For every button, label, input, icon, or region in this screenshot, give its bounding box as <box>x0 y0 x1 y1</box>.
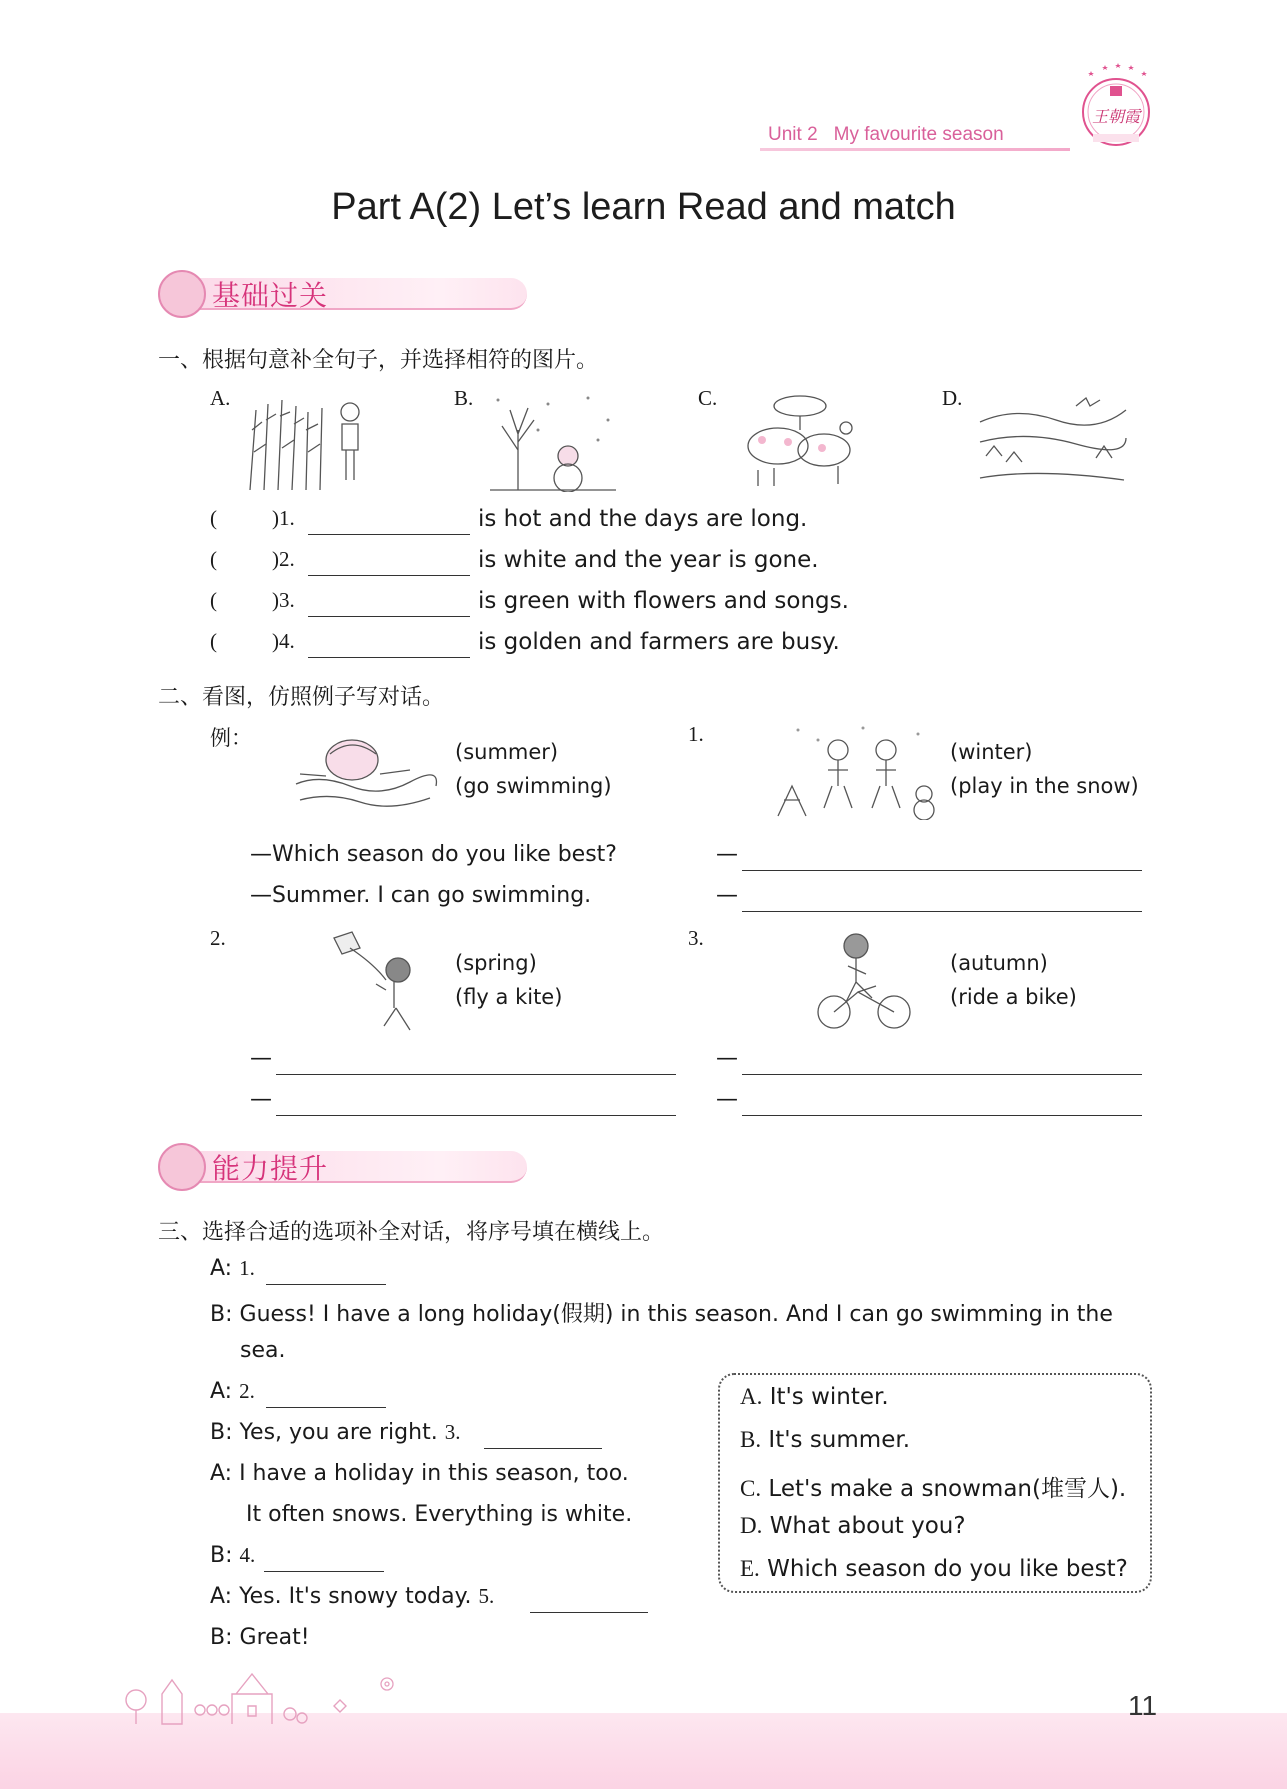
blank-number: 5. <box>478 1584 495 1608</box>
list-item <box>210 629 1110 663</box>
answer-blank[interactable] <box>308 657 470 658</box>
page-number: 11 <box>1128 1690 1158 1721</box>
question-3-instruction: 三、选择合适的选项补全对话，将序号填在横线上。 <box>158 1220 665 1245</box>
smiley-badge-icon <box>158 1143 206 1191</box>
dialogue-answer-blank[interactable] <box>276 1115 676 1116</box>
picture-letter-b: B. <box>454 386 474 410</box>
dialogue-answer-blank[interactable] <box>742 1074 1142 1075</box>
item-text: is golden and farmers are busy. <box>478 629 840 655</box>
winter-snow-play-icon <box>768 720 940 820</box>
flower-doodle-icon <box>376 1675 398 1693</box>
item-text: is green with flowers and songs. <box>478 588 849 614</box>
section-banner-advanced <box>158 1143 538 1191</box>
answer-blank[interactable] <box>308 575 470 576</box>
option-letter: B. <box>740 1427 762 1452</box>
option-letter: E. <box>740 1556 760 1581</box>
unit-topic: My favourite season <box>833 124 1004 145</box>
winter-season-hint: (winter) <box>950 740 1033 764</box>
blank-number: 2. <box>239 1379 255 1403</box>
question-1-instruction: 一、根据句意补全句子，并选择相符的图片。 <box>158 348 599 373</box>
bike-riding-boy-icon <box>814 932 914 1032</box>
dialogue-answer-blank[interactable] <box>276 1074 676 1075</box>
autumn-field-icon <box>242 390 372 492</box>
dash-label: — <box>250 1087 272 1112</box>
dialogue-line <box>210 1461 629 1486</box>
option-letter: C. <box>740 1476 762 1501</box>
item-number: 1. <box>688 722 704 746</box>
blank-number: 4. <box>239 1543 256 1567</box>
dialogue-text: Guess! I have a long holiday(假期) in this season. And I can go swimming in the <box>239 1302 1113 1327</box>
autumn-activity-hint: (ride a bike) <box>950 985 1077 1009</box>
dialogue-line <box>210 1379 255 1404</box>
spring-season-hint: (spring) <box>455 951 537 975</box>
kite-flying-boy-icon <box>326 928 426 1038</box>
dialogue-answer-blank[interactable] <box>530 1612 648 1613</box>
dialogue-answer-blank[interactable] <box>742 1115 1142 1116</box>
dialogue-line <box>246 1502 632 1527</box>
example-season-hint: (summer) <box>455 740 559 764</box>
option-letter: D. <box>740 1513 763 1538</box>
speaker: A: <box>210 1379 233 1404</box>
dialogue-line <box>210 1256 255 1281</box>
option-letter: A. <box>740 1384 763 1409</box>
banner-text: 基础过关 <box>212 279 329 312</box>
town-doodle-icon <box>122 1666 362 1726</box>
publisher-seal-icon <box>1075 62 1157 152</box>
dialogue-line <box>240 1338 285 1363</box>
swimming-child-icon <box>290 730 440 814</box>
item-number: 2. <box>210 926 226 950</box>
dialogue-answer-blank[interactable] <box>266 1284 386 1285</box>
speaker: B: <box>210 1625 233 1650</box>
speaker: B: <box>210 1543 233 1568</box>
answer-bracket-open: ( <box>210 588 217 612</box>
picture-letter-d: D. <box>942 386 963 410</box>
dialogue-text: It often snows. Everything is white. <box>246 1502 633 1527</box>
page-title: Part A(2) Let’s learn Read and match <box>331 186 956 228</box>
autumn-season-hint: (autumn) <box>950 951 1048 975</box>
unit-header <box>768 124 1004 146</box>
option-text: It's winter. <box>769 1384 889 1410</box>
dash-label: — <box>716 842 738 867</box>
list-item <box>210 588 1110 622</box>
item-number: )1. <box>272 506 295 530</box>
speaker: A: <box>210 1461 233 1486</box>
smiley-badge-icon <box>158 270 206 318</box>
speaker: B: <box>210 1420 233 1445</box>
dialogue-text: I have a holiday in this season, too. <box>239 1461 629 1486</box>
dialogue-line <box>210 1584 494 1609</box>
dialogue-text: Yes, you are right. <box>239 1420 438 1445</box>
option-text: It's summer. <box>768 1427 910 1453</box>
dash-label: — <box>716 1046 738 1071</box>
winter-activity-hint: (play in the snow) <box>950 774 1139 798</box>
dialogue-text: Great! <box>239 1625 310 1650</box>
dialogue-answer-blank[interactable] <box>742 911 1142 912</box>
item-number: )3. <box>272 588 295 612</box>
blank-number: 1. <box>239 1256 255 1280</box>
answer-bracket-open: ( <box>210 547 217 571</box>
dialogue-answer-blank[interactable] <box>484 1448 602 1449</box>
example-dialogue-line-2: —Summer. I can go swimming. <box>250 883 592 908</box>
option-item <box>740 1384 889 1410</box>
dialogue-text: sea. <box>240 1338 286 1363</box>
question-2-instruction: 二、看图，仿照例子写对话。 <box>158 685 445 710</box>
dialogue-line <box>210 1420 460 1445</box>
option-item <box>740 1427 910 1453</box>
item-number: 3. <box>688 926 704 950</box>
option-item <box>740 1556 1128 1582</box>
speaker: A: <box>210 1584 233 1609</box>
option-text: What about you? <box>769 1513 966 1539</box>
item-number: )2. <box>272 547 295 571</box>
picture-letter-c: C. <box>698 386 718 410</box>
spring-flowers-icon <box>738 390 860 490</box>
header-underline <box>760 148 1070 151</box>
item-text: is white and the year is gone. <box>478 547 819 573</box>
answer-blank[interactable] <box>308 616 470 617</box>
list-item <box>210 506 1110 540</box>
dialogue-line <box>210 1625 310 1650</box>
dialogue-line <box>210 1543 255 1568</box>
example-label: 例： <box>210 726 252 750</box>
answer-bracket-open: ( <box>210 506 217 530</box>
blank-number: 3. <box>444 1420 461 1444</box>
option-item <box>740 1470 1126 1503</box>
option-text: Let's make a snowman(堆雪人). <box>768 1476 1127 1502</box>
example-dialogue-line-1: —Which season do you like best? <box>250 842 617 867</box>
dialogue-answer-blank[interactable] <box>742 870 1142 871</box>
dialogue-text: Yes. It's snowy today. <box>239 1584 472 1609</box>
dialogue-line <box>210 1297 1113 1328</box>
answer-bracket-open: ( <box>210 629 217 653</box>
banner-text: 能力提升 <box>212 1152 329 1185</box>
option-text: Which season do you like best? <box>767 1556 1128 1582</box>
list-item <box>210 547 1110 581</box>
spring-activity-hint: (fly a kite) <box>455 985 563 1009</box>
item-number: )4. <box>272 629 295 653</box>
seal-text: 王朝霞 <box>1091 107 1141 126</box>
example-activity-hint: (go swimming) <box>455 774 612 798</box>
option-item <box>740 1513 966 1539</box>
question-1-items <box>210 506 1110 666</box>
dialogue-answer-blank[interactable] <box>264 1571 384 1572</box>
dash-label: — <box>250 1046 272 1071</box>
winter-snowman-icon <box>488 390 618 492</box>
unit-label: Unit 2 <box>768 124 818 145</box>
speaker: A: <box>210 1256 233 1281</box>
summer-landscape-icon <box>976 386 1128 486</box>
section-banner-basic <box>158 270 538 318</box>
speaker: B: <box>210 1302 233 1327</box>
item-text: is hot and the days are long. <box>478 506 808 532</box>
dash-label: — <box>716 883 738 908</box>
picture-letter-a: A. <box>210 386 231 410</box>
dash-label: — <box>716 1087 738 1112</box>
dialogue-answer-blank[interactable] <box>266 1407 386 1408</box>
answer-blank[interactable] <box>308 534 470 535</box>
